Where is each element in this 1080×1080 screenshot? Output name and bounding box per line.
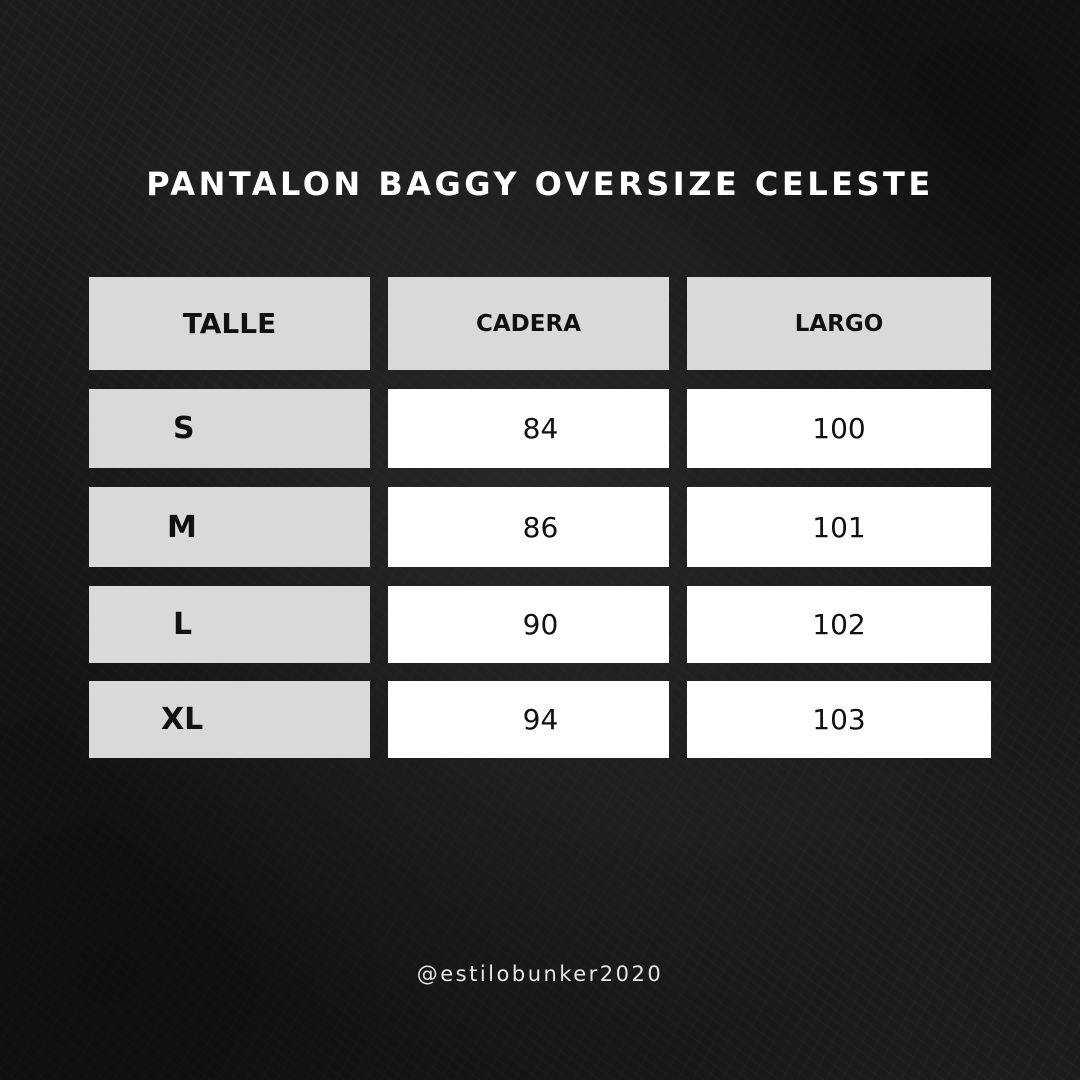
header-label-length: LARGO	[794, 310, 884, 337]
size-label: L	[173, 607, 193, 642]
length-value: 103	[812, 703, 866, 736]
length-value: 102	[812, 608, 866, 641]
length-value: 100	[812, 412, 866, 445]
table-row-length-cell	[687, 487, 991, 567]
table-row-length-cell	[687, 681, 991, 758]
table-row-size-cell	[89, 586, 370, 663]
table-row-length-cell	[687, 389, 991, 468]
size-label: XL	[161, 702, 204, 737]
table-row-size-cell	[89, 681, 370, 758]
header-label-hip: CADERA	[476, 310, 581, 337]
hip-value: 94	[522, 703, 559, 736]
hip-value: 86	[522, 510, 559, 544]
table-row-hip-cell	[388, 586, 669, 663]
social-handle: @estilobunker2020	[416, 962, 664, 986]
table-row-size-cell	[89, 487, 370, 567]
header-cell-length	[687, 277, 991, 370]
length-value: 101	[812, 510, 866, 544]
table-row-length-cell	[687, 586, 991, 663]
header-cell-size	[89, 277, 370, 370]
size-label: S	[173, 411, 195, 446]
table-row-hip-cell	[388, 487, 669, 567]
hip-value: 84	[522, 412, 559, 445]
table-row-size-cell	[89, 389, 370, 468]
table-row-hip-cell	[388, 389, 669, 468]
header-label-size: TALLE	[182, 307, 277, 340]
size-label: M	[167, 509, 197, 545]
table-row-hip-cell	[388, 681, 669, 758]
header-cell-hip	[388, 277, 669, 370]
page-title: PANTALON BAGGY OVERSIZE CELESTE	[146, 165, 934, 203]
hip-value: 90	[522, 608, 559, 641]
